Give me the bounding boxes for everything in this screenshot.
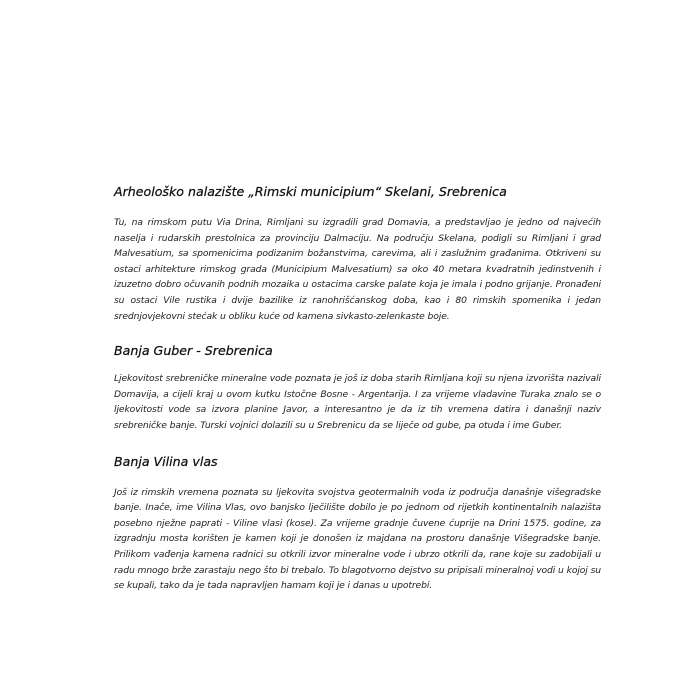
section-banja-vilina-vlas [114,454,601,594]
section-heading: Arheološko nalazište „Rimski municipium“ Skelani, Srebrenica [114,184,507,199]
section-paragraph: Ljekovitost srebreničke mineralne vode poznata je još iz doba starih Rimljana koji su njena izvorišta nazivali Domavija, a cijeli kraj u ovom kutku Istočne Bosne - Argentarija. I za vrijeme vladavine Turaka znalo se o ljekovitosti vode sa izvora planine Javor, a interesantno je da iz tih vremena datira i današnji naziv srebreničke banje. Turski vojnici dolazili su u Srebrenicu da se liječe od gube, pa otuda i ime Guber. [114,373,601,431]
section-banja-guber [114,343,601,433]
section-heading: Banja Guber - Srebrenica [114,343,273,359]
document-page [114,184,601,594]
section-paragraph: Još iz rimskih vremena poznata su ljekovita svojstva geotermalnih voda iz područja današnje višegradske banje. Inače, ime Vilina Vlas, ovo banjsko lječilište dobilo je po jednom od rijetkih kontinentalnih nalazišta posebno nježne paprati - Viline vlasi (kose). Za vrijeme gradnje čuvene ćuprije na Drini 1575. godine, za izgradnju mosta korišten je kamen koji je donošen iz majdana na prostoru današnje Višegradske banje. Prilikom vađenja kamena radnici su otkrili izvor mineralne vode i ubrzo otkrili da, rane koje su zadobijali u radu mnogo brže zarastaju nego što bi trebalo. To blagotvorno dejstvo su pripisali mineralnoj vodi u kojoj su se kupali, tako da je tada napravljen hamam koji je i danas u upotrebi. [114,486,601,592]
section-heading: Banja Vilina vlas [114,453,218,469]
section-paragraph: Tu, na rimskom putu Via Drina, Rimljani su izgradili grad Domavia, a predstavljao je jedno od najvećih naselja i rudarskih prestolnica za provinciju Dalmaciju. Na području Skelana, podigli su Rimljani i grad Malvesatium, sa spomenicima podizanim božanstvima, carevima, ali i zaslužnim građanima. Otkriveni su ostaci arhitekture rimskog grada (Municipium Malvesatium) sa oko 40 metara kvadratnih jedinstvenih i izuzetno dobro očuvanih podnih mozaika u ostacima carske palate koja je imala i podno grijanje. Pronađeni su ostaci Vile rustika i dvije bazilike iz ranohrišćanskog doba, kao i 80 rimskih spomenika i jedan srednjovjekovni stećak u obliku kuće od kamena sivkasto-zelenkaste boje. [114,217,601,322]
section-rimski-municipium [114,184,601,324]
